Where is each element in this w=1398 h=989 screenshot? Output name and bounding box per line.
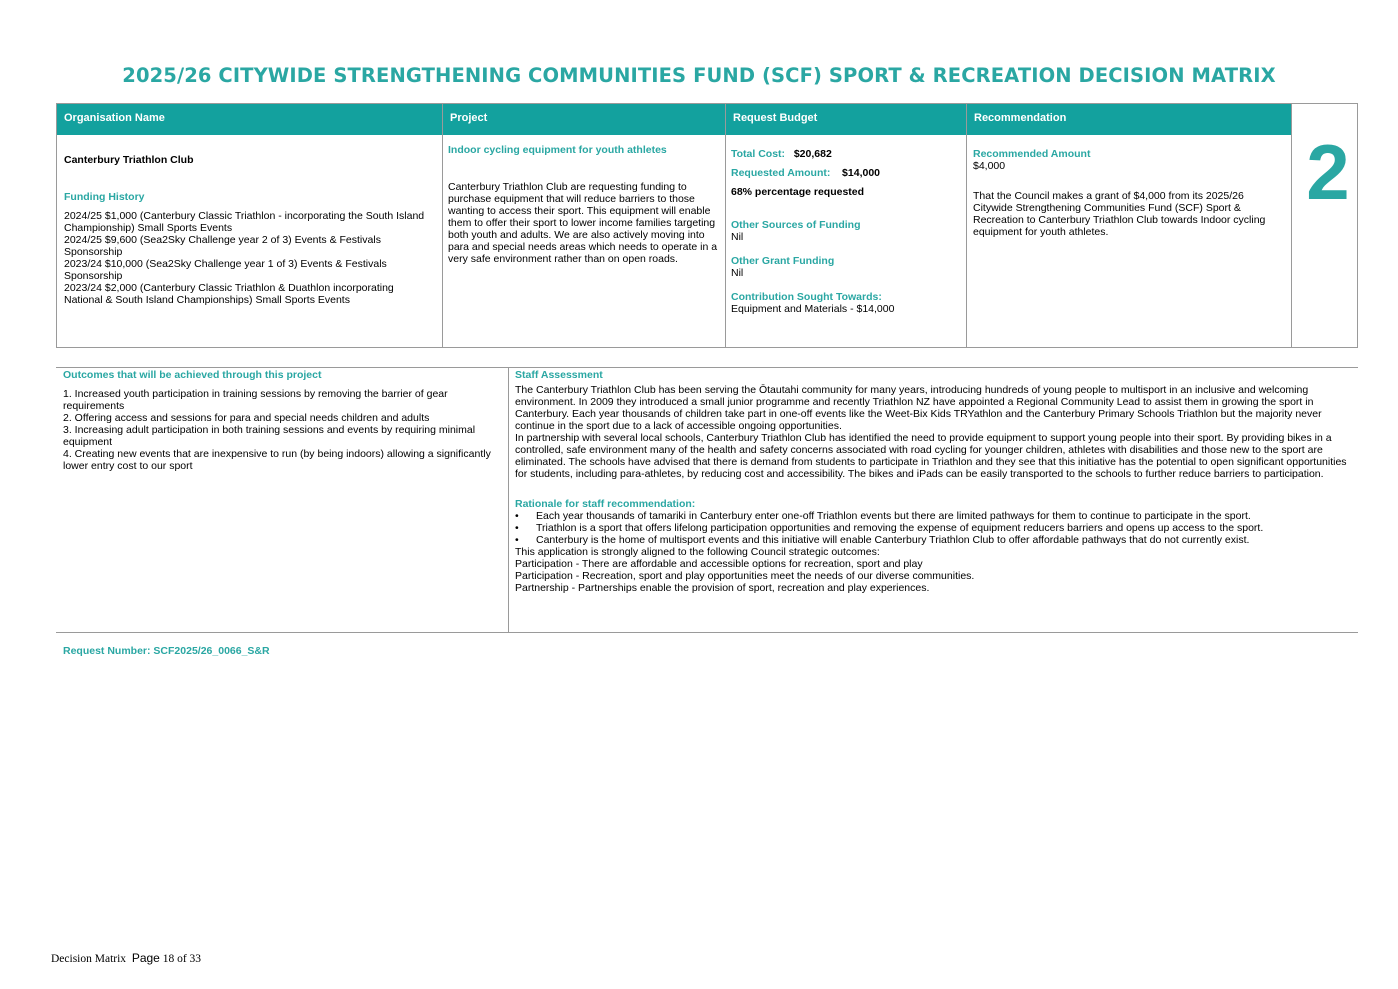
- percentage-requested: 68% percentage requested: [731, 186, 865, 198]
- outcomes-label: Outcomes that will be achieved through this project: [63, 369, 322, 381]
- staff-assessment-label: Staff Assessment: [515, 369, 603, 381]
- rationale-label: Rationale for staff recommendation:: [515, 498, 696, 510]
- header-budget: Request Budget: [726, 104, 966, 135]
- staff-assessment-para: The Canterbury Triathlon Club has been serving the Ōtautahi community for many years, introducing hundreds of young people to multisport in an inclusive and welcoming environment. In 2009 they introduced a small junior programme and recently Triathlon NZ have appointed a Regional Community Lead to assist them in growing the sport in Canterbury. Each year thousands of children take part in one-off events like the Weet-Bix Kids TRYathlon and the Canterbury Primary Schools Triathlon but the majority never continue in the sport due to a lack of accessible ongoing opportunities.: [515, 384, 1322, 432]
- section-divider-bottom: [56, 632, 1358, 633]
- column-divider: [966, 104, 967, 347]
- total-cost-value: $20,682: [793, 148, 832, 160]
- funding-history-item: 2023/24 $10,000 (Sea2Sky Challenge year 1 of 3) Events & Festivals Sponsorship: [64, 258, 387, 282]
- column-divider: [442, 104, 443, 347]
- outcomes-cell: [63, 369, 501, 472]
- total-cost-label: Total Cost:: [731, 148, 786, 160]
- staff-assessment-para: In partnership with several local schools, Canterbury Triathlon Club has identified the need to provide equipment to support young people into their sport. By providing bikes in a controlled, safe environment many of the health and safety concerns associated with road cycling for younger children, athletes with disabilities and those new to the sport are eliminated. The schools have advised that there is demand from students to participate in Triathlon and they see that this initiative has the potential to open significant opportunities for students, including para-athletes, by reducing cost and accessibility. The bikes and iPads can be easily transported to the schools to further reduce barriers to participation.: [515, 432, 1347, 480]
- header-organisation: Organisation Name: [57, 104, 442, 135]
- footer-page-word: Page: [131, 951, 160, 965]
- staff-assessment-cell: [515, 369, 1347, 594]
- other-grant-value: Nil: [731, 267, 744, 279]
- requested-label: Requested Amount:: [731, 167, 831, 179]
- other-sources-label: Other Sources of Funding: [731, 219, 861, 231]
- recommended-amount-label: Recommended Amount: [973, 148, 1091, 160]
- footer-page-number: 18 of 33: [162, 953, 202, 965]
- other-sources-value: Nil: [731, 231, 744, 243]
- requested-value: $14,000: [842, 167, 881, 179]
- section-divider-top: [56, 367, 1358, 368]
- organisation-name: Canterbury Triathlon Club: [64, 154, 194, 166]
- column-divider: [1291, 104, 1292, 347]
- funding-history-item: 2024/25 $9,600 (Sea2Sky Challenge year 2 of 3) Events & Festivals Sponsorship: [64, 234, 381, 258]
- recommendation-cell: [973, 148, 1273, 238]
- aligned-intro: This application is strongly aligned to the following Council strategic outcomes:: [515, 546, 880, 558]
- request-number: Request Number: SCF2025/26_0066_S&R: [63, 645, 270, 657]
- project-cell: [448, 144, 720, 265]
- aligned-outcome: Partnership - Partnerships enable the provision of sport, recreation and play experiences.: [515, 582, 930, 594]
- header-project: Project: [443, 104, 725, 135]
- column-divider: [725, 104, 726, 347]
- recommendation-text: That the Council makes a grant of $4,000 from its 2025/26 Citywide Strengthening Communities Fund (SCF) Sport & Recreation to Canterbury Triathlon Club towards Indoor cycling equipment for youth athletes.: [973, 190, 1266, 238]
- priority-number: 2: [1306, 128, 1350, 216]
- contribution-label: Contribution Sought Towards:: [731, 291, 882, 303]
- project-title: Indoor cycling equipment for youth athletes: [448, 144, 667, 156]
- outcome-item: 2. Offering access and sessions for para and special needs children and adults: [63, 412, 430, 424]
- other-grant-label: Other Grant Funding: [731, 255, 835, 267]
- footer-label: Decision Matrix: [51, 953, 127, 965]
- aligned-outcome: Participation - There are affordable and accessible options for recreation, sport and play: [515, 558, 923, 570]
- funding-history-label: Funding History: [64, 191, 145, 203]
- rationale-bullet: • Each year thousands of tamariki in Canterbury enter one-off Triathlon events but there are limited pathways for them to continue to participate in the sport.: [515, 510, 1347, 522]
- page-footer: [51, 951, 201, 965]
- funding-history-item: 2023/24 $2,000 (Canterbury Classic Triathlon & Duathlon incorporating National & South Island Championships) Small Sports Events: [64, 282, 394, 306]
- header-recommendation: Recommendation: [967, 104, 1291, 135]
- outcome-item: 4. Creating new events that are inexpensive to run (by being indoors) allowing a significantly lower entry cost to our sport: [63, 448, 491, 472]
- outcome-item: 3. Increasing adult participation in both training sessions and events by requiring minimal equipment: [63, 424, 476, 448]
- budget-cell: [731, 148, 963, 315]
- rationale-bullet: • Triathlon is a sport that offers lifelong participation opportunities and removing the expense of equipment reducers barriers and opens up access to the sport.: [515, 522, 1347, 534]
- outcome-item: 1. Increased youth participation in training sessions by removing the barrier of gear requirements: [63, 388, 448, 412]
- decision-table: [56, 103, 1358, 348]
- page-title: 2025/26 CITYWIDE STRENGTHENING COMMUNITIES FUND (SCF) SPORT & RECREATION DECISION MATRIX: [122, 64, 1276, 87]
- recommended-amount-value: $4,000: [973, 160, 1006, 172]
- aligned-outcome: Participation - Recreation, sport and play opportunities meet the needs of our diverse communities.: [515, 570, 975, 582]
- project-description: Canterbury Triathlon Club are requesting funding to purchase equipment that will reduce barriers to those wanting to access their sport. This equipment will enable them to offer their sport to lower income families targeting both youth and adults. We are also actively moving into para and special needs areas which needs to operate in a very safe environment rather than on open roads.: [448, 181, 718, 265]
- funding-history-item: 2024/25 $1,000 (Canterbury Classic Triathlon - incorporating the South Island Championship) Small Sports Events: [64, 210, 425, 234]
- section-divider-vertical: [508, 367, 509, 633]
- rationale-bullet: • Canterbury is the home of multisport events and this initiative will enable Canterbury Triathlon Club to offer affordable pathways that do not currently exist.: [515, 534, 1347, 546]
- organisation-cell: [64, 154, 434, 306]
- contribution-value: Equipment and Materials - $14,000: [731, 303, 895, 315]
